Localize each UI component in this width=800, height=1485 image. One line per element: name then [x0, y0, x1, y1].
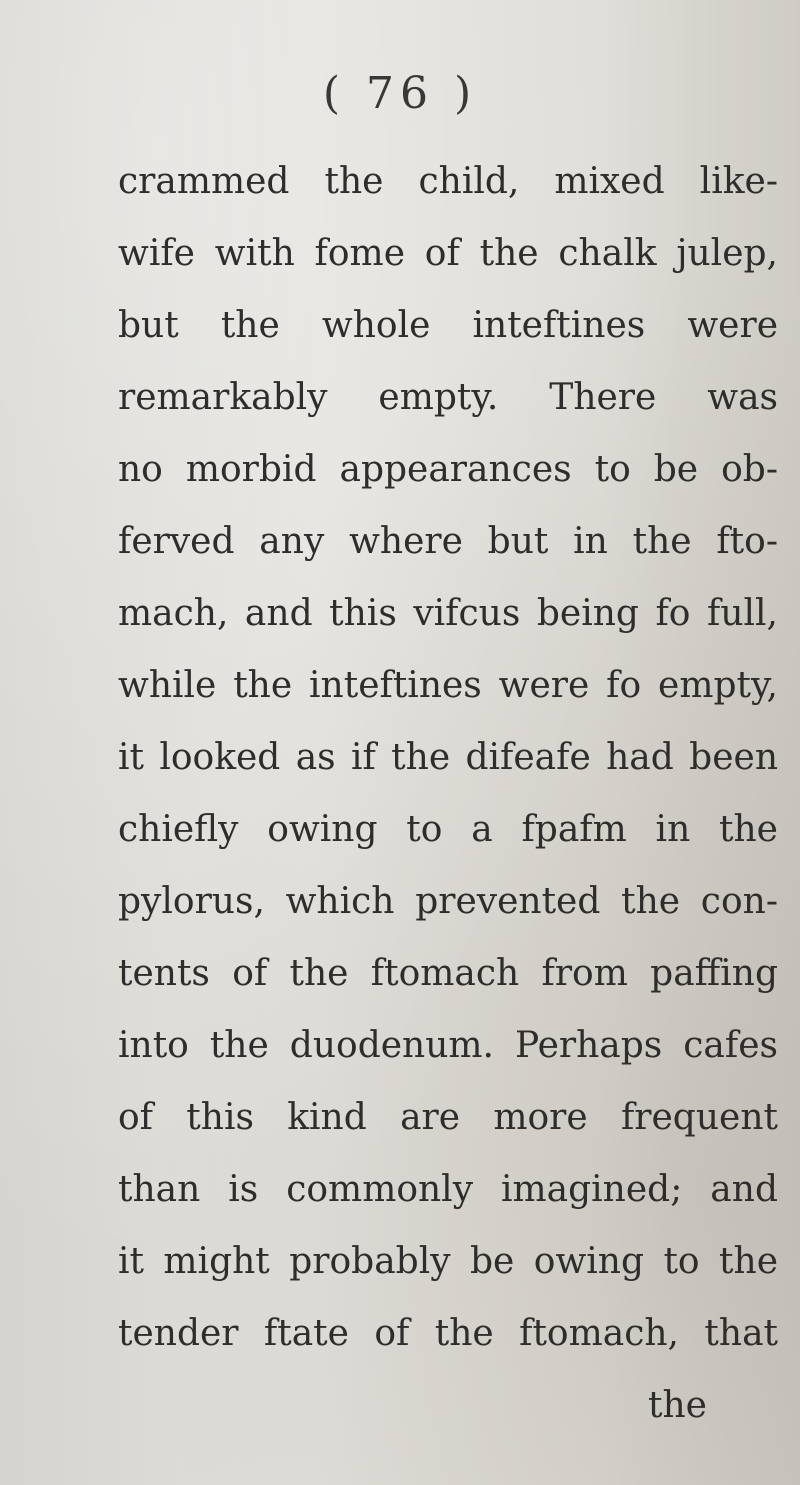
text-line-content: tents of the ftomach from paffing	[118, 953, 778, 994]
text-line-content: but the whole inteftines were	[118, 305, 778, 346]
text-line	[118, 592, 778, 636]
catchword: the	[648, 1385, 707, 1426]
text-line-content: remarkably empty. There was	[118, 377, 778, 418]
text-line-content: chiefly owing to a fpafm in the	[118, 809, 778, 850]
text-line-content: it looked as if the difeafe had been	[118, 737, 778, 778]
text-line	[118, 376, 778, 420]
text-line	[118, 1024, 778, 1068]
text-line-content: of this kind are more frequent	[118, 1097, 778, 1138]
text-line-content: than is commonly imagined; and	[118, 1169, 778, 1210]
text-line	[118, 232, 778, 276]
text-line	[118, 808, 778, 852]
text-line	[118, 1168, 778, 1212]
text-line-content: mach, and this vifcus being fo full,	[118, 593, 778, 634]
text-line-content: while the inteftines were fo empty,	[118, 665, 778, 706]
text-line-content: wife with fome of the chalk julep,	[118, 233, 778, 274]
text-line	[118, 736, 778, 780]
text-line-content: no morbid appearances to be ob-	[118, 449, 778, 490]
text-line	[118, 160, 778, 204]
text-line	[118, 664, 778, 708]
text-line-content: pylorus, which prevented the con-	[118, 881, 778, 922]
text-line	[118, 1312, 778, 1356]
text-line	[118, 448, 778, 492]
text-line-content: into the duodenum. Perhaps cafes	[118, 1025, 778, 1066]
text-line-content: ferved any where but in the fto-	[118, 521, 778, 562]
text-line	[118, 952, 778, 996]
text-line-content: tender ftate of the ftomach, that	[118, 1313, 778, 1354]
text-line	[118, 520, 778, 564]
text-line	[118, 1096, 778, 1140]
text-line-content: it might probably be owing to the	[118, 1241, 778, 1282]
text-line	[118, 880, 778, 924]
text-line	[118, 304, 778, 348]
text-line	[118, 1240, 778, 1284]
text-line-content: crammed the child, mixed like-	[118, 161, 778, 202]
page-number: ( 76 )	[322, 68, 478, 119]
